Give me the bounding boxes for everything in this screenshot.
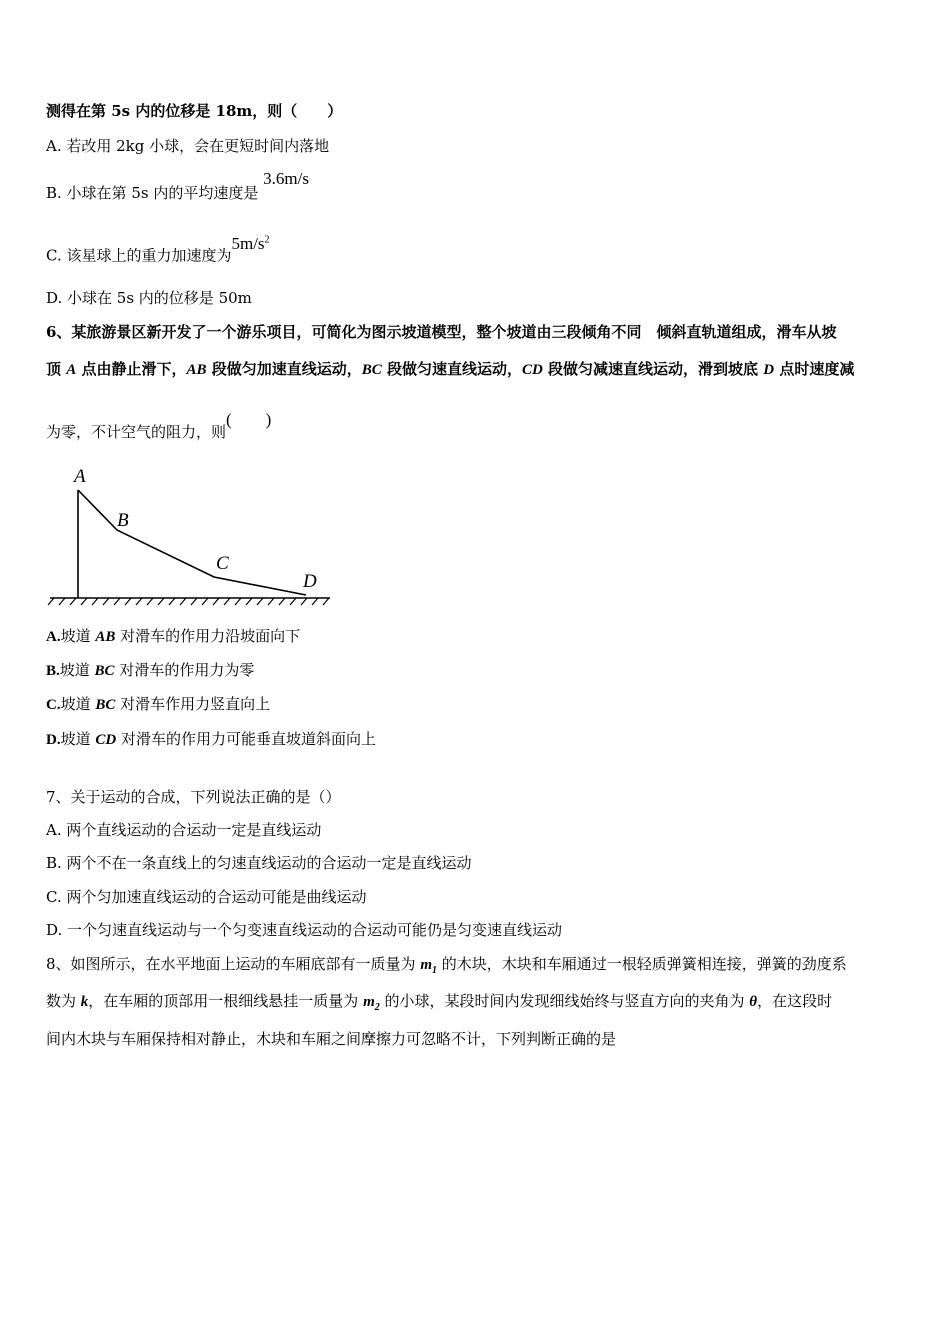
q5-option-a: A. 若改用 2kg 小球，会在更短时间内落地 (46, 137, 330, 155)
hatch-mark (147, 598, 153, 605)
segment-ab-ref: AB (186, 362, 207, 378)
angle-theta: θ (749, 994, 758, 1010)
hatch-mark (224, 598, 230, 605)
hatch-mark (48, 598, 54, 605)
hatch-mark (268, 598, 274, 605)
q6-stem-line2: 顶 A 点由静止滑下，AB 段做匀加速直线运动，BC 段做匀速直线运动，CD 段做匀减速直线运动，滑到坡底 D 点时速度减 (46, 360, 855, 378)
q5-option-c (46, 233, 270, 266)
q6-answer-parens: ( ) (226, 410, 272, 429)
q8-stem-line1: 8、如图所示，在水平地面上运动的车厢底部有一质量为 $m_1$ 的木块，木块和车厢通过一根轻质弹簧相连接，弹簧的劲度系 (46, 955, 847, 976)
q5-option-c-exponent: 2 (264, 234, 270, 245)
q5-option-c-value: $5m/s^2$ (231, 233, 270, 253)
q6-option-a: A.坡道 AB 对滑车的作用力沿坡面向下 (46, 627, 301, 645)
q5-stem-tail: 测得在第 5s 内的位移是 18m，则（ ） (46, 102, 343, 120)
hatch-mark (114, 598, 120, 605)
hatch-mark (279, 598, 285, 605)
mass-m1: $m_1$ (420, 957, 437, 976)
q8-stem-line2: 数为 k，在车厢的顶部用一根细线悬挂一质量为 $m_2$ 的小球，某段时间内发现细线始终与竖直方向的夹角为 θ，在这段时 (46, 992, 833, 1013)
hatch-mark (103, 598, 109, 605)
slope-track (78, 490, 306, 595)
label-point-b: B (117, 510, 129, 531)
point-a-ref: A (66, 362, 77, 378)
hatch-mark (59, 598, 65, 605)
q5-option-b (46, 169, 309, 203)
q5-option-c-text: C. 该星球上的重力加速度为 (46, 246, 232, 265)
hatch-mark (136, 598, 142, 605)
hatch-mark (290, 598, 296, 605)
mass-m2: $m_2$ (363, 994, 380, 1013)
hatch-mark (125, 598, 131, 605)
label-point-d: D (303, 571, 317, 592)
hatch-mark (81, 598, 87, 605)
q7-option-b: B. 两个不在一条直线上的匀速直线运动的合运动一定是直线运动 (46, 854, 472, 872)
hatch-mark (213, 598, 219, 605)
label-point-c: C (216, 553, 229, 574)
hatch-mark (70, 598, 76, 605)
q8-stem-line3: 间内木块与车厢保持相对静止，木块和车厢之间摩擦力可忽略不计，下列判断正确的是 (46, 1030, 617, 1048)
ground-hatching (48, 598, 329, 605)
slope-diagram (44, 458, 336, 608)
q6-option-d: D.坡道 CD 对滑车的作用力可能垂直坡道斜面向上 (46, 730, 376, 748)
q6-stem-line1: 6、某旅游景区新开发了一个游乐项目，可简化为图示坡道模型，整个坡道由三段倾角不同 倾斜直轨道组成，滑车从坡 (46, 323, 837, 341)
hatch-mark (323, 598, 329, 605)
segment-bc-ref: BC (361, 362, 382, 378)
hatch-mark (202, 598, 208, 605)
q5-option-b-value: 3.6m/s (263, 169, 309, 188)
q7-stem: 7、关于运动的合成，下列说法正确的是（） (46, 788, 341, 806)
q7-option-a: A. 两个直线运动的合运动一定是直线运动 (46, 821, 322, 839)
hatch-mark (158, 598, 164, 605)
hatch-mark (169, 598, 175, 605)
segment-cd-ref: CD (521, 362, 543, 378)
hatch-mark (312, 598, 318, 605)
hatch-mark (180, 598, 186, 605)
hatch-mark (191, 598, 197, 605)
q7-option-c: C. 两个匀加速直线运动的合运动可能是曲线运动 (46, 888, 367, 906)
hatch-mark (235, 598, 241, 605)
q5-option-b-text: B. 小球在第 5s 内的平均速度是 (46, 184, 259, 202)
hatch-mark (92, 598, 98, 605)
q5-option-d: D. 小球在 5s 内的位移是 50m (46, 289, 252, 307)
label-point-a: A (74, 466, 86, 487)
hatch-mark (301, 598, 307, 605)
q7-option-d: D. 一个匀速直线运动与一个匀变速直线运动的合运动可能仍是匀变速直线运动 (46, 921, 563, 939)
q6-option-c: C.坡道 BC 对滑车作用力竖直向上 (46, 695, 271, 713)
q6-option-b: B.坡道 BC 对滑车的作用力为零 (46, 661, 255, 679)
q6-stem-line3: 为零，不计空气的阻力，则( ) (46, 410, 272, 441)
point-d-ref: D (763, 362, 775, 378)
hatch-mark (257, 598, 263, 605)
spring-constant-k: k (80, 994, 89, 1010)
hatch-mark (246, 598, 252, 605)
